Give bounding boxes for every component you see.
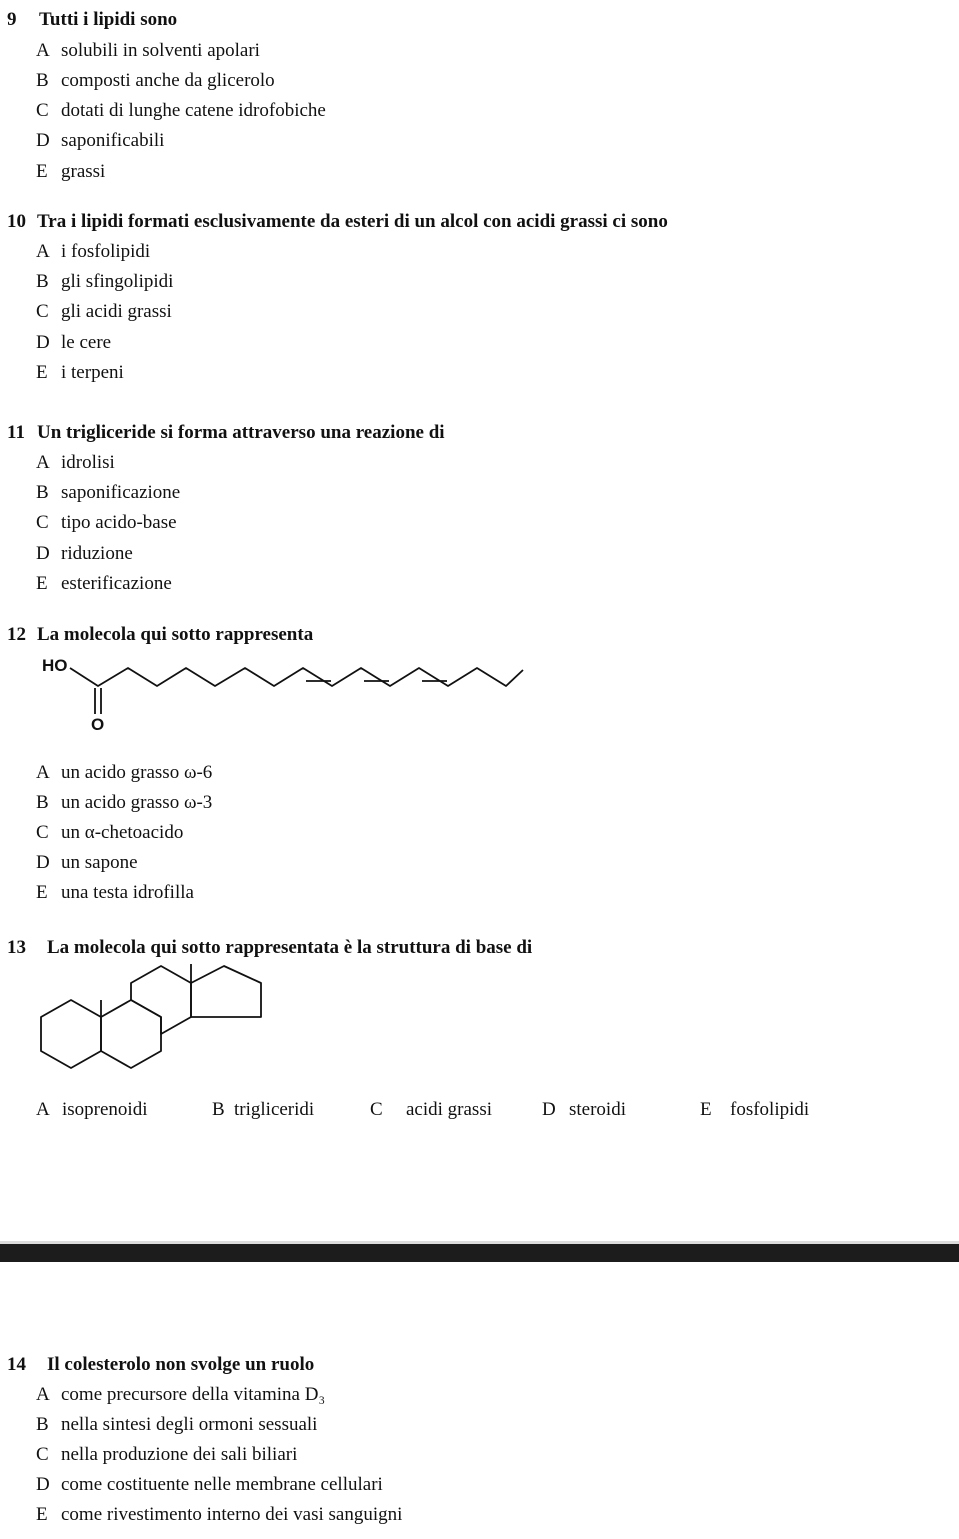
option-e[interactable]: [36, 161, 105, 183]
option-letter: C: [36, 1444, 49, 1465]
option-text: steroidi: [569, 1099, 626, 1120]
option-letter: C: [36, 100, 49, 121]
option-text: i terpeni: [61, 362, 124, 383]
question-text: Tutti i lipidi sono: [39, 9, 178, 30]
option-e[interactable]: [36, 882, 194, 904]
option-d[interactable]: [542, 1099, 626, 1121]
oxygen-label: O: [91, 715, 105, 734]
option-letter: E: [36, 362, 48, 383]
option-letter: C: [36, 822, 49, 843]
option-text: nella sintesi degli ormoni sessuali: [61, 1414, 318, 1435]
question-number: 14: [7, 1354, 26, 1375]
question-text: Tra i lipidi formati esclusivamente da esteri di un alcol con acidi grassi ci sono: [37, 211, 668, 232]
option-b[interactable]: [212, 1099, 314, 1121]
option-letter: A: [36, 241, 50, 262]
option-c[interactable]: [370, 1099, 492, 1121]
question-title: [7, 1354, 314, 1376]
option-d[interactable]: [36, 1474, 383, 1496]
option-b[interactable]: [36, 70, 275, 92]
question-text: Un trigliceride si forma attraverso una reazione di: [37, 422, 445, 443]
fatty-acid-structure: [30, 648, 530, 738]
option-text: nella produzione dei sali biliari: [61, 1444, 298, 1465]
option-text: un α-chetoacido: [61, 822, 184, 843]
option-text: trigliceridi: [234, 1099, 315, 1120]
page-divider: [0, 1244, 959, 1262]
option-letter: E: [36, 573, 48, 594]
option-d[interactable]: [36, 543, 133, 565]
option-a[interactable]: [36, 452, 115, 474]
option-text: gli sfingolipidi: [61, 271, 174, 292]
option-letter: E: [36, 161, 48, 182]
question-text: La molecola qui sotto rappresenta: [37, 624, 314, 645]
option-text: riduzione: [61, 543, 133, 564]
option-text: acidi grassi: [406, 1099, 493, 1120]
option-text: saponificazione: [61, 482, 181, 503]
option-letter: A: [36, 1384, 50, 1405]
option-text: composti anche da glicerolo: [61, 70, 275, 91]
option-letter: C: [36, 301, 49, 322]
option-letter: B: [212, 1099, 225, 1120]
question-title: [7, 422, 445, 444]
option-c[interactable]: [36, 822, 183, 844]
option-text: un sapone: [61, 852, 138, 873]
option-text: le cere: [61, 332, 112, 353]
option-letter: A: [36, 762, 50, 783]
option-letter: B: [36, 1414, 49, 1435]
ring-a: [41, 1000, 101, 1068]
option-e[interactable]: [36, 573, 172, 595]
option-letter: B: [36, 70, 49, 91]
option-letter: A: [36, 452, 50, 473]
question-title: [7, 211, 668, 233]
option-text: i fosfolipidi: [61, 241, 151, 262]
option-text: come precursore della vitamina D₃: [61, 1384, 326, 1405]
option-text: tipo acido-base: [61, 512, 177, 533]
option-letter: D: [36, 1474, 50, 1495]
question-text: La molecola qui sotto rappresentata è la struttura di base di: [47, 937, 533, 958]
option-letter: B: [36, 482, 49, 503]
carbon-chain: [70, 668, 523, 686]
option-letter: D: [36, 543, 50, 564]
option-letter: D: [36, 130, 50, 151]
option-text: solubili in solventi apolari: [61, 40, 260, 61]
option-text: gli acidi grassi: [61, 301, 172, 322]
option-text: un acido grasso ω-6: [61, 762, 213, 783]
ring-b: [101, 1000, 161, 1068]
option-a[interactable]: [36, 40, 260, 62]
option-text: esterificazione: [61, 573, 172, 594]
option-letter: E: [36, 1504, 48, 1525]
option-text: come rivestimento interno dei vasi sanguigni: [61, 1504, 403, 1525]
option-e[interactable]: [36, 362, 124, 384]
ring-d: [191, 966, 261, 1017]
option-a[interactable]: [36, 1099, 148, 1121]
option-b[interactable]: [36, 1414, 317, 1436]
ring-c: [131, 966, 191, 1034]
steroid-nucleus-structure: [36, 962, 268, 1102]
question-number: 13: [7, 937, 26, 958]
option-d[interactable]: [36, 130, 164, 152]
option-text: idrolisi: [61, 452, 115, 473]
question-title: [7, 937, 532, 959]
option-letter: A: [36, 40, 50, 61]
option-letter: B: [36, 271, 49, 292]
option-text: dotati di lunghe catene idrofobiche: [61, 100, 326, 121]
option-text: saponificabili: [61, 130, 165, 151]
option-letter: B: [36, 792, 49, 813]
option-a[interactable]: [36, 241, 150, 263]
option-c[interactable]: [36, 512, 177, 534]
question-number: 12: [7, 624, 26, 645]
option-e[interactable]: [36, 1504, 402, 1526]
option-text: fosfolipidi: [730, 1099, 810, 1120]
hydroxyl-label: HO: [42, 656, 68, 675]
option-letter: C: [36, 512, 49, 533]
option-text: come costituente nelle membrane cellulari: [61, 1474, 383, 1495]
question-number: 11: [7, 422, 25, 443]
option-c[interactable]: [36, 301, 172, 323]
option-b[interactable]: [36, 482, 180, 504]
option-e[interactable]: [700, 1099, 809, 1121]
question-title: [7, 624, 313, 646]
question-title: [7, 9, 177, 31]
option-text: una testa idrofilla: [61, 882, 194, 903]
option-b[interactable]: [36, 792, 212, 814]
option-letter: E: [36, 882, 48, 903]
option-letter: E: [700, 1099, 712, 1120]
option-text: un acido grasso ω-3: [61, 792, 213, 813]
option-d[interactable]: [36, 852, 138, 874]
option-b[interactable]: [36, 271, 173, 293]
option-letter: D: [36, 332, 50, 353]
option-letter: D: [36, 852, 50, 873]
option-c[interactable]: [36, 1444, 297, 1466]
option-c[interactable]: [36, 100, 326, 122]
option-letter: C: [370, 1099, 383, 1120]
question-number: 10: [7, 211, 26, 232]
question-number: 9: [7, 9, 17, 30]
option-text: isoprenoidi: [62, 1099, 148, 1120]
option-text: grassi: [61, 161, 106, 182]
option-d[interactable]: [36, 332, 111, 354]
option-letter: D: [542, 1099, 556, 1120]
option-letter: A: [36, 1099, 50, 1120]
option-a[interactable]: [36, 762, 212, 784]
option-a[interactable]: [36, 1384, 325, 1406]
question-text: Il colesterolo non svolge un ruolo: [47, 1354, 315, 1375]
